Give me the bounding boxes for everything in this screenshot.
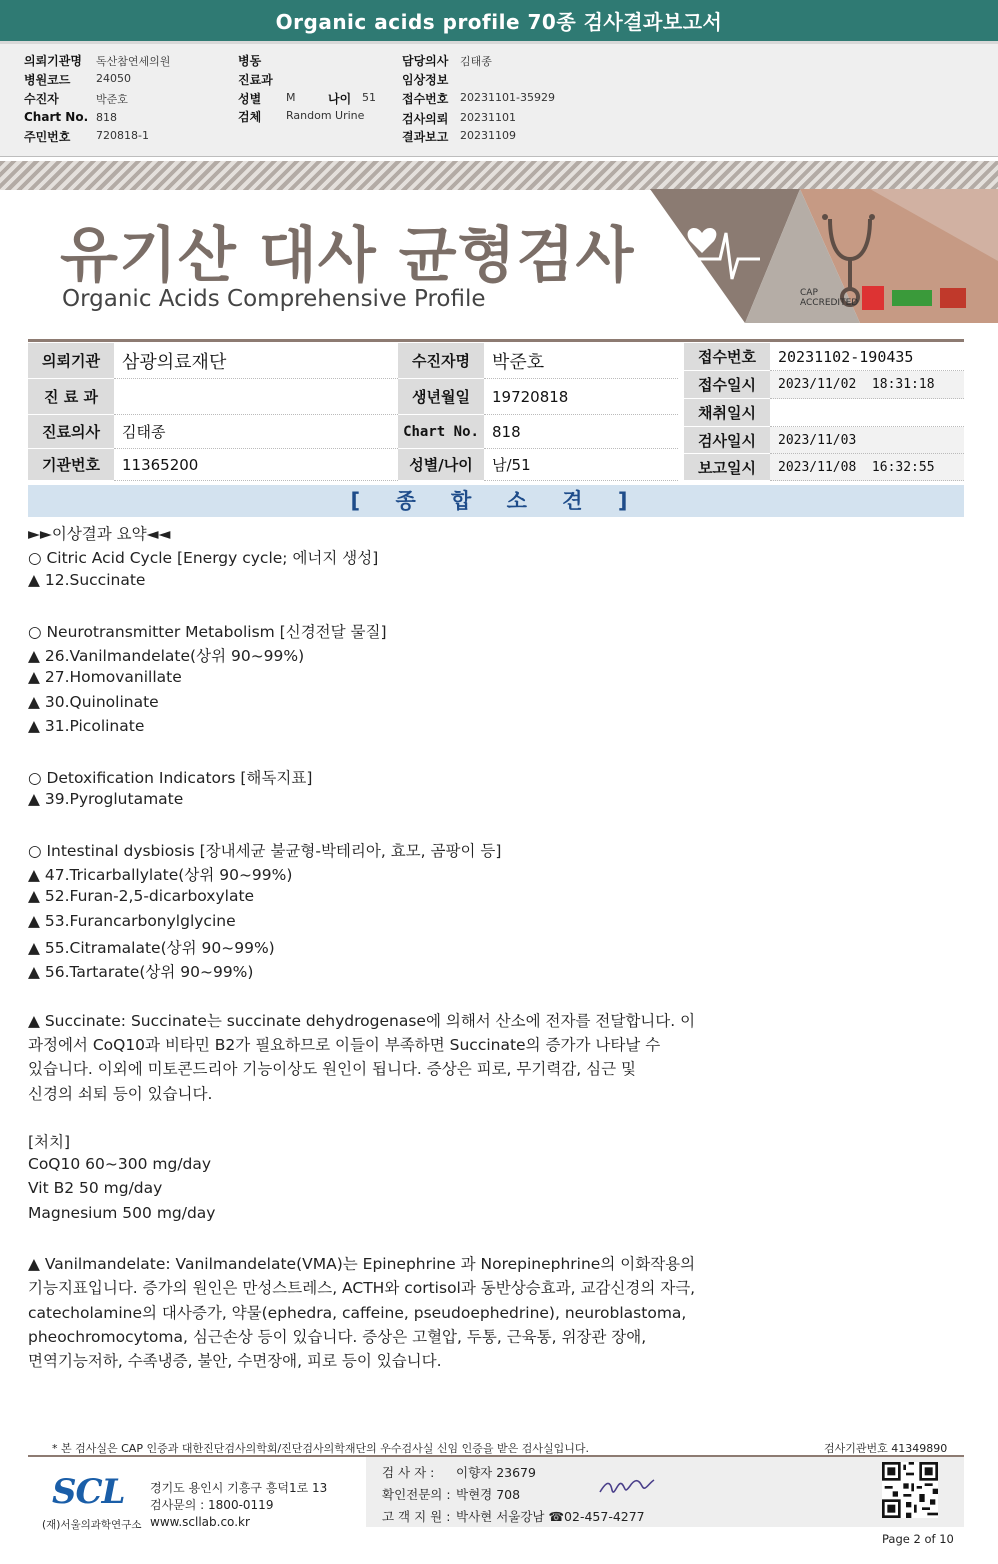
cell-value: 20231102-190435 (770, 343, 964, 371)
cell-value: 2023/11/02 18:31:18 (770, 371, 964, 399)
summary-line: ▲ 12.Succinate (28, 571, 146, 589)
info-value: 51 (362, 91, 376, 104)
info-label: 의뢰기관명 (24, 54, 82, 68)
info-value: 20231101 (460, 111, 516, 124)
cell-value: 삼광의료재단 (114, 343, 398, 379)
cell-label: 기관번호 (28, 449, 114, 481)
summary-line: ►►이상결과 요약◄◄ (28, 525, 171, 543)
info-label: 성별 (238, 92, 262, 106)
info-value: 독산참연세의원 (96, 55, 171, 68)
cell-label: 채취일시 (684, 399, 770, 427)
cell-label: 진 료 과 (28, 379, 114, 415)
summary-line: ▲ 27.Homovanillate (28, 668, 182, 686)
cell-label: 접수일시 (684, 371, 770, 399)
info-value: 김태종 (460, 55, 492, 68)
summary-line: ○ Neurotransmitter Metabolism [신경전달 물질] (28, 623, 387, 641)
cell-value: 818 (484, 415, 678, 449)
summary-line: ▲ 56.Tartarate(상위 90~99%) (28, 963, 254, 981)
info-label: 진료과 (238, 73, 273, 87)
info-label: 결과보고 (402, 130, 449, 144)
lab-phone: 검사문의 : 1800-0119 (150, 1498, 274, 1512)
divider (28, 339, 964, 342)
summary-line: ○ Intestinal dysbiosis [장내세균 불균형-박테리아, 효모, 곰팡이 등] (28, 842, 502, 860)
info-label: 임상정보 (402, 73, 449, 87)
info-value: 박준호 (96, 93, 128, 106)
summary-line: ▲ 31.Picolinate (28, 717, 145, 735)
info-label: 검사의뢰 (402, 112, 449, 126)
summary-line: ▲ Succinate: Succinate는 succinate dehydrogenase에 의해서 산소에 전자를 전달합니다. 이 (28, 1012, 696, 1030)
info-value: 818 (96, 111, 117, 124)
lab-website: www.scllab.co.kr (150, 1515, 250, 1529)
info-value: 20231109 (460, 129, 516, 142)
cell-label: 검사일시 (684, 427, 770, 454)
summary-line: ▲ Vanilmandelate: Vanilmandelate(VMA)는 Epinephrine 과 Norepinephrine의 이화작용의 (28, 1255, 696, 1273)
info-label: 주민번호 (24, 130, 71, 144)
report-title-korean: 유기산 대사 균형검사 (60, 221, 635, 291)
summary-line: ▲ 39.Pyroglutamate (28, 790, 184, 808)
summary-line: catecholamine의 대사증가, 약물(ephedra, caffeine, pseudoephedrine), neuroblastoma, (28, 1304, 687, 1322)
accreditation-notice: * 본 검사실은 CAP 인증과 대한진단검사의학회/진단검사의학재단의 우수검사실 신임 인증을 받은 검사실입니다. (52, 1442, 590, 1455)
cell-label: 진료의사 (28, 415, 114, 449)
cell-value: 김태종 (114, 415, 398, 449)
kola-logo (892, 290, 932, 306)
staff-value: 이향자 23679 (456, 1465, 536, 1480)
cell-label: 의뢰기관 (28, 343, 114, 379)
cell-label: 수진자명 (398, 343, 484, 379)
cell-value: 19720818 (484, 379, 678, 415)
staff-label: 검 사 자 : (382, 1465, 435, 1480)
info-label: 검체 (238, 110, 262, 124)
summary-line: 기능지표입니다. 증가의 원인은 만성스트레스, ACTH와 cortisol과 동반상승효과, 교감신경의 자극, (28, 1279, 696, 1297)
info-label: 병원코드 (24, 73, 71, 87)
qr-code-icon (882, 1462, 938, 1518)
cell-value (114, 379, 398, 415)
info-label: 담당의사 (402, 54, 449, 68)
info-value: 20231101-35929 (460, 91, 555, 104)
cell-value: 남/51 (484, 449, 678, 481)
report-title-english: Organic Acids Comprehensive Profile (62, 286, 486, 312)
summary-line: ▲ 52.Furan-2,5-dicarboxylate (28, 887, 255, 905)
scl-logo: SCL (52, 1472, 125, 1512)
summary-line: 신경의 쇠퇴 등이 있습니다. (28, 1085, 213, 1103)
staff-value: 박현경 708 (456, 1487, 521, 1502)
cell-label: 성별/나이 (398, 449, 484, 481)
cell-label: 접수번호 (684, 343, 770, 371)
summary-line: 과정에서 CoQ10과 비타민 B2가 필요하므로 이들이 부족하면 Succinate의 증가가 나타날 수 (28, 1036, 661, 1054)
info-label: 접수번호 (402, 92, 449, 106)
staff-label: 고 객 지 원 : (382, 1509, 451, 1524)
cell-value: 2023/11/03 (770, 427, 964, 454)
report-header-title: Organic acids profile 70종 검사결과보고서 (0, 0, 998, 44)
staff-label: 확인전문의 : (382, 1487, 451, 1502)
summary-line: ▲ 26.Vanilmandelate(상위 90~99%) (28, 647, 305, 665)
cell-label: 보고일시 (684, 454, 770, 481)
summary-line: Magnesium 500 mg/day (28, 1204, 216, 1222)
lab-name: (재)서울의과학연구소 (42, 1519, 142, 1531)
page-number: Page 2 of 10 (882, 1532, 954, 1546)
summary-line: Vit B2 50 mg/day (28, 1179, 163, 1197)
anab-logo (940, 288, 966, 308)
summary-line: 있습니다. 이외에 미토콘드리아 기능이상도 원인이 됩니다. 증상은 피로, 무기력감, 심근 및 (28, 1060, 637, 1078)
order-info-panel (0, 44, 998, 157)
summary-line: ▲ 47.Tricarballylate(상위 90~99%) (28, 866, 293, 884)
info-value: 24050 (96, 72, 131, 85)
info-label: 수진자 (24, 92, 59, 106)
info-label: 병동 (238, 54, 262, 68)
lab-address: 경기도 용인시 기흥구 흥덕1로 13 (150, 1481, 328, 1495)
cell-value: 박준호 (484, 343, 678, 379)
summary-line: [처치] (28, 1133, 71, 1151)
cap-logo: CAP ACCREDITED (800, 288, 859, 308)
info-value: Random Urine (286, 109, 365, 122)
cell-value: 11365200 (114, 449, 398, 481)
summary-line: ▲ 55.Citramalate(상위 90~99%) (28, 939, 275, 957)
summary-line: ○ Detoxification Indicators [해독지표] (28, 769, 313, 787)
lab-number: 검사기관번호 41349890 (824, 1442, 948, 1455)
info-value: 720818-1 (96, 129, 149, 142)
lmi-logo (862, 286, 884, 310)
summary-heading: [ 종 합 소 견 ] (28, 485, 964, 517)
info-label: Chart No. (24, 110, 89, 124)
cell-value: 2023/11/08 16:32:55 (770, 454, 964, 481)
info-label: 나이 (328, 92, 352, 106)
staff-value: 박사현 서울강남 ☎02-457-4277 (456, 1509, 645, 1524)
cell-value (770, 399, 964, 427)
summary-line: ○ Citric Acid Cycle [Energy cycle; 에너지 생성] (28, 549, 379, 567)
cell-label: 생년월일 (398, 379, 484, 415)
info-value: M (286, 91, 296, 104)
cell-label: Chart No. (398, 415, 484, 449)
summary-line: CoQ10 60~300 mg/day (28, 1155, 212, 1173)
certification-logos (800, 286, 970, 312)
summary-line: 면역기능저하, 수족냉증, 불안, 수면장애, 피로 등이 있습니다. (28, 1352, 442, 1370)
summary-line: pheochromocytoma, 심근손상 등이 있습니다. 증상은 고혈압, 두통, 근육통, 위장관 장애, (28, 1328, 647, 1346)
summary-line: ▲ 30.Quinolinate (28, 693, 159, 711)
summary-line: ▲ 53.Furancarbonylglycine (28, 912, 236, 930)
signature-image (596, 1474, 658, 1500)
